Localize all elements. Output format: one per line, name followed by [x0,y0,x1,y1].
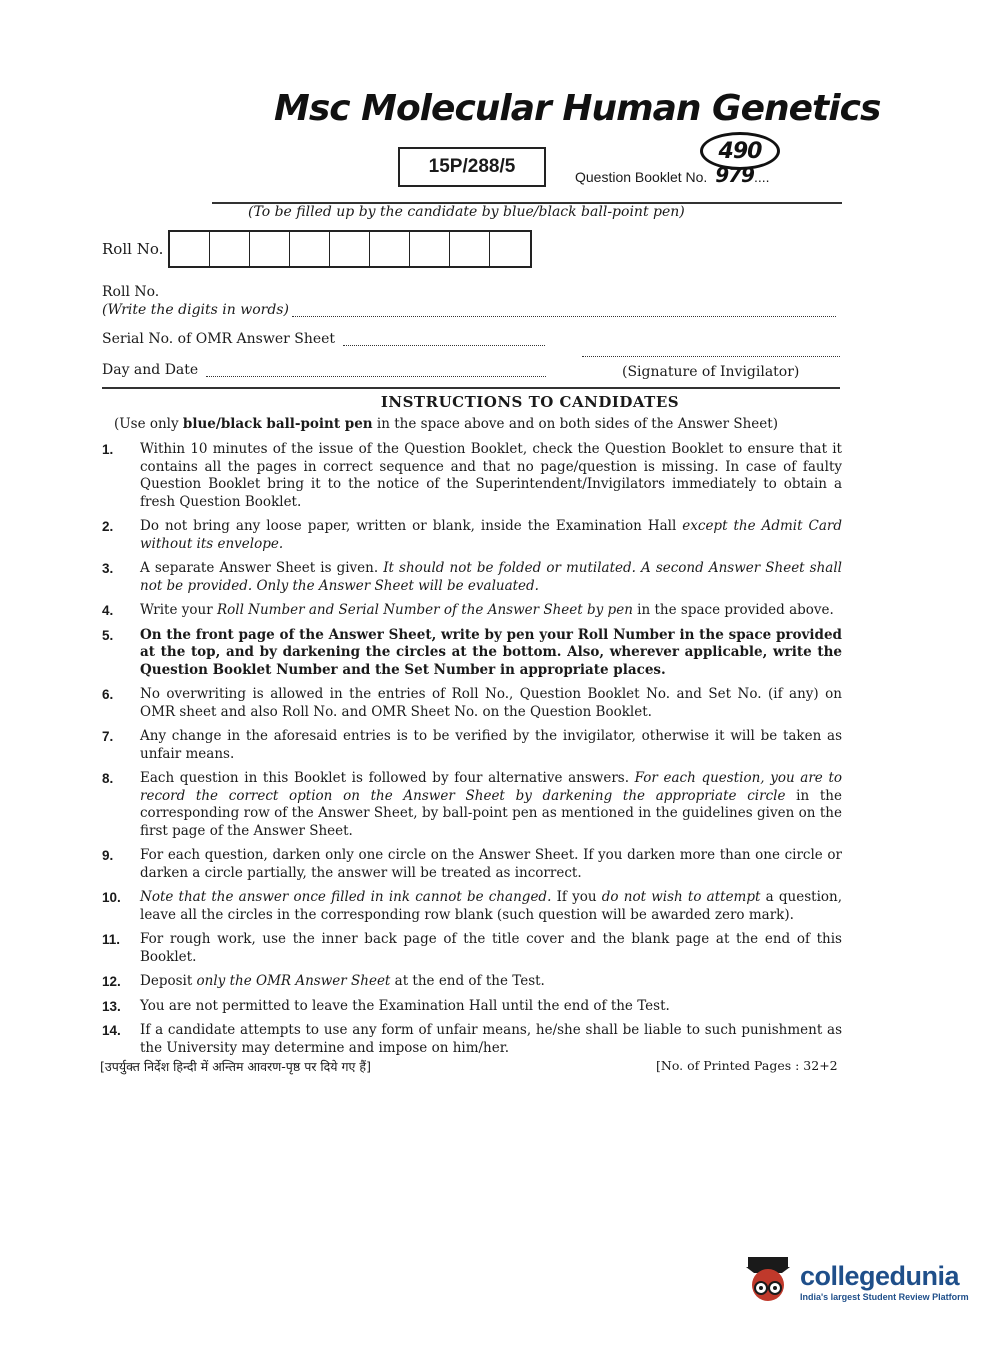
invigilator-signature-field[interactable] [582,346,840,357]
invigilator-signature-label: (Signature of Invigilator) [622,364,800,380]
logo-tagline: India's largest Student Review Platform [800,1291,969,1302]
day-date-field[interactable] [206,362,546,377]
handwritten-title: Msc Molecular Human Genetics [274,88,881,129]
list-item: 14. If a candidate attempts to use any form of unfair means, he/she shall be liable to such punishment as the University may determine and impose on him/her. [102,1022,842,1056]
list-item: 7. Any change in the aforesaid entries is to be verified by the invigilator, otherwise it will be taken as unfair means. [102,728,842,762]
list-item: 9. For each question, darken only one circle on the Answer Sheet. If you darken more than one circle or darken a circle partially, the answer will be treated as incorrect. [102,847,842,881]
candidate-note: (To be filled up by the candidate by blue/black ball-point pen) [248,204,685,220]
serial-omr-field[interactable] [343,331,545,346]
list-item: 11. For rough work, use the inner back page of the title cover and the blank page at the end of this Booklet. [102,931,842,965]
booklet-number-label: Question Booklet No. 979.... [575,163,770,187]
hindi-note: [उपर्युक्त निर्देश हिन्दी में अन्तिम आवरण-पृष्ठ पर दिये गए हैं] [100,1059,371,1074]
section-divider [102,387,840,389]
roll-no-words-label: Roll No. [102,284,160,300]
roll-no-cell[interactable] [210,232,250,266]
roll-no-cell[interactable] [450,232,490,266]
roll-no-cell[interactable] [370,232,410,266]
roll-no-cell[interactable] [490,232,530,266]
list-item: 1. Within 10 minutes of the issue of the Question Booklet, check the Question Booklet to ensure that it contains all the pages in correct sequence and that no page/question is missing. In case of faulty Question Booklet bring it to the notice of the Superintendent/Invigilators immediately to obtain a fresh Question Booklet. [102,441,842,510]
list-item: 8. Each question in this Booklet is followed by four alternative answers. For each question, you are to record the correct option on the Answer Sheet by darkening the appropriate circle in the corresponding row of the Answer Sheet, by ball-point pen as mentioned in the guidelines given on the first page of the Answer Sheet. [102,770,843,839]
day-date-label: Day and Date [102,362,199,378]
list-item: 4. Write your Roll Number and Serial Number of the Answer Sheet by pen in the space provided above. [102,602,834,618]
roll-no-words-hint: (Write the digits in words) [102,302,289,318]
instructions-note: (Use only blue/black ball-point pen in the space above and on both sides of the Answer Sheet) [114,416,778,432]
instructions-title: INSTRUCTIONS TO CANDIDATES [380,393,680,411]
roll-no-grid[interactable] [168,230,532,268]
roll-no-cell[interactable] [290,232,330,266]
list-item: 5. On the front page of the Answer Sheet, write by pen your Roll Number in the space provided at the top, and by darkening the circles at the bottom. Also, wherever applicable, write the Question Booklet Number and the Set Number in appropriate places. [102,626,842,678]
paper-code: 15P/288/5 [398,147,546,187]
roll-no-words-field[interactable] [292,302,836,317]
roll-no-cell[interactable] [170,232,210,266]
collegedunia-logo [742,1255,969,1307]
serial-omr-label: Serial No. of OMR Answer Sheet [102,331,336,347]
list-item: 2. Do not bring any loose paper, written or blank, inside the Examination Hall except the Admit Card without its envelope. [102,518,842,552]
printed-pages: [No. of Printed Pages : 32+2 [656,1058,838,1073]
logo-name: collegedunia [800,1260,960,1291]
roll-no-cell[interactable] [250,232,290,266]
roll-no-label: Roll No. [102,240,164,258]
list-item: 6. No overwriting is allowed in the entries of Roll No., Question Booklet No. and Set No. (if any) on OMR sheet and also Roll No. and OMR Sheet No. on the Question Booklet. [102,686,842,720]
roll-no-cell[interactable] [330,232,370,266]
list-item: 10. Note that the answer once filled in ink cannot be changed. If you do not wish to attempt a question, leave all the circles in the corresponding row blank (such question will be awarded zero mark). [102,889,843,923]
mascot-icon [742,1255,794,1307]
list-item: 3. A separate Answer Sheet is given. It should not be folded or mutilated. A second Answer Sheet shall not be provided. Only the Answer Sheet will be evaluated. [102,560,842,594]
instructions-list [102,441,842,1064]
roll-no-cell[interactable] [410,232,450,266]
handwritten-circle: 490 [700,132,780,170]
list-item: 13. You are not permitted to leave the Examination Hall until the end of the Test. [102,997,670,1014]
list-item: 12. Deposit only the OMR Answer Sheet at the end of the Test. [102,973,545,989]
